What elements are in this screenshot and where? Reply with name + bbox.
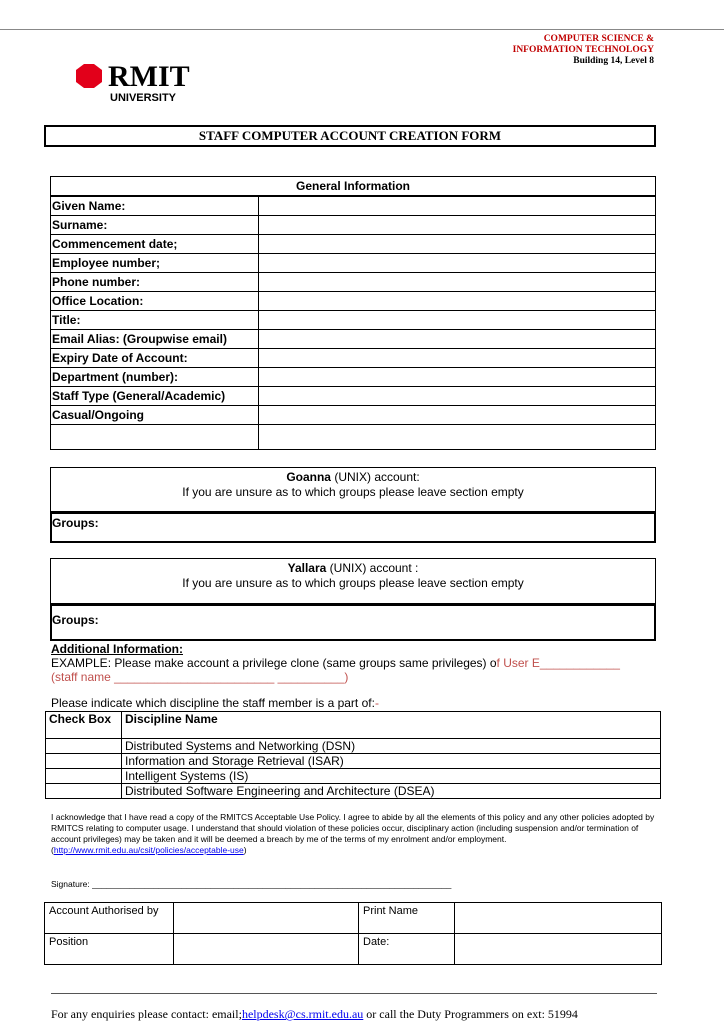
extra-input[interactable] <box>259 425 656 450</box>
discipline-checkbox[interactable] <box>46 769 122 784</box>
field-label: Email Alias: (Groupwise email) <box>51 330 259 349</box>
discipline-name: Intelligent Systems (IS) <box>122 769 661 784</box>
position-input[interactable] <box>174 934 359 965</box>
goanna-name: Goanna <box>286 470 331 484</box>
logo-subtext: UNIVERSITY <box>110 92 177 104</box>
dept-line-2: INFORMATION TECHNOLOGY <box>512 45 654 55</box>
table-row <box>51 216 656 235</box>
goanna-suffix: (UNIX) account: <box>330 470 420 484</box>
table-row <box>46 739 661 754</box>
footer-contact <box>51 1007 578 1022</box>
building-location: Building 14, Level 8 <box>573 56 654 66</box>
discipline-dash: - <box>374 696 379 710</box>
discipline-checkbox[interactable] <box>46 754 122 769</box>
acceptable-use-link[interactable]: http://www.rmit.edu.au/csit/policies/acceptable-use <box>53 845 244 855</box>
discipline-prompt: Please indicate which discipline the staff member is a part of: <box>51 696 375 710</box>
field-label: Surname: <box>51 216 259 235</box>
table-row <box>51 196 656 216</box>
acknowledgement-close: ) <box>243 845 247 855</box>
title-input[interactable] <box>259 311 656 330</box>
discipline-name: Distributed Systems and Networking (DSN) <box>122 739 661 754</box>
general-information-table <box>50 176 656 450</box>
signature-line[interactable]: Signature: ____________________________________________________________________________ <box>51 879 452 889</box>
yallara-groups-label: Groups: <box>52 613 99 627</box>
field-label <box>51 425 259 450</box>
additional-information <box>51 642 661 710</box>
footer-rule <box>51 993 657 994</box>
discipline-checkbox[interactable] <box>46 784 122 799</box>
field-label: Staff Type (General/Academic) <box>51 387 259 406</box>
expiry-date-input[interactable] <box>259 349 656 368</box>
yallara-section-header <box>50 558 656 604</box>
footer-prefix: For any enquiries please contact: email; <box>51 1007 242 1021</box>
table-row <box>51 368 656 387</box>
table-row <box>51 425 656 450</box>
phone-number-input[interactable] <box>259 273 656 292</box>
yallara-suffix: (UNIX) account : <box>326 561 419 575</box>
table-row <box>51 406 656 425</box>
given-name-input[interactable] <box>259 196 656 216</box>
discipline-table <box>45 711 661 799</box>
dept-line-1: COMPUTER SCIENCE & <box>543 34 654 44</box>
field-label: Casual/Ongoing <box>51 406 259 425</box>
additional-heading: Additional Information: <box>51 642 183 656</box>
table-row <box>51 254 656 273</box>
table-row <box>51 273 656 292</box>
table-row <box>51 311 656 330</box>
goanna-section-header <box>50 467 656 512</box>
field-label: Employee number; <box>51 254 259 273</box>
office-location-input[interactable] <box>259 292 656 311</box>
field-label: Commencement date; <box>51 235 259 254</box>
discipline-name: Distributed Software Engineering and Architecture (DSEA) <box>122 784 661 799</box>
yallara-note: If you are unsure as to which groups please leave section empty <box>182 576 524 590</box>
helpdesk-email-link[interactable]: helpdesk@cs.rmit.edu.au <box>241 1007 364 1021</box>
yallara-name: Yallara <box>287 561 327 575</box>
table-row <box>46 784 661 799</box>
surname-input[interactable] <box>259 216 656 235</box>
print-name-label: Print Name <box>359 903 455 934</box>
discipline-checkbox[interactable] <box>46 739 122 754</box>
department-header <box>513 34 654 67</box>
yallara-groups-field[interactable] <box>50 604 656 641</box>
staff-type-input[interactable] <box>259 387 656 406</box>
acknowledgement-body: I acknowledge that I have read a copy of the RMITCS Acceptable Use Policy. I agree to abide by all the elements of this policy and any other policies adopted by RMITCS relating to computer usage. I understand that should violation of these policies occur, disciplinary action (including suspension and/or termination of account privileges) may be taken and it will be deemed a breach by me of the terms of my enrolment and/or employment. ( <box>51 812 655 855</box>
goanna-groups-field[interactable] <box>50 512 656 543</box>
table-row <box>51 235 656 254</box>
general-heading: General Information <box>51 177 656 197</box>
example-text: EXAMPLE: Please make account a privilege clone (same groups same privileges) o <box>51 656 497 670</box>
employee-number-input[interactable] <box>259 254 656 273</box>
footer-suffix: or call the Duty Programmers on ext: 51994 <box>363 1007 578 1021</box>
check-box-header: Check Box <box>46 712 122 739</box>
field-label: Given Name: <box>51 196 259 216</box>
discipline-name-header: Discipline Name <box>122 712 661 739</box>
field-label: Office Location: <box>51 292 259 311</box>
table-row <box>51 330 656 349</box>
field-label: Title: <box>51 311 259 330</box>
rmit-pixel-mark-icon <box>76 64 102 88</box>
authorisation-table <box>44 902 662 965</box>
goanna-note: If you are unsure as to which groups please leave section empty <box>182 485 524 499</box>
discipline-name: Information and Storage Retrieval (ISAR) <box>122 754 661 769</box>
email-alias-input[interactable] <box>259 330 656 349</box>
goanna-groups-label: Groups: <box>52 516 99 530</box>
table-row <box>51 349 656 368</box>
example-colored-text: f User E____________ <box>496 656 620 670</box>
table-row <box>46 769 661 784</box>
acknowledgement-text <box>51 812 661 856</box>
form-title: STAFF COMPUTER ACCOUNT CREATION FORM <box>44 125 656 147</box>
top-rule <box>0 29 724 30</box>
print-name-input[interactable] <box>455 903 662 934</box>
department-input[interactable] <box>259 368 656 387</box>
rmit-logo <box>74 60 204 108</box>
date-input[interactable] <box>455 934 662 965</box>
account-authorised-label: Account Authorised by <box>45 903 174 934</box>
field-label: Phone number: <box>51 273 259 292</box>
field-label: Department (number): <box>51 368 259 387</box>
table-row <box>51 387 656 406</box>
example-staff-name: (staff name ________________________ __________) <box>51 670 349 684</box>
account-authorised-input[interactable] <box>174 903 359 934</box>
position-label: Position <box>45 934 174 965</box>
casual-ongoing-input[interactable] <box>259 406 656 425</box>
date-label: Date: <box>359 934 455 965</box>
commencement-date-input[interactable] <box>259 235 656 254</box>
table-row <box>46 754 661 769</box>
field-label: Expiry Date of Account: <box>51 349 259 368</box>
logo-wordmark: RMIT <box>108 60 190 93</box>
table-row <box>51 292 656 311</box>
